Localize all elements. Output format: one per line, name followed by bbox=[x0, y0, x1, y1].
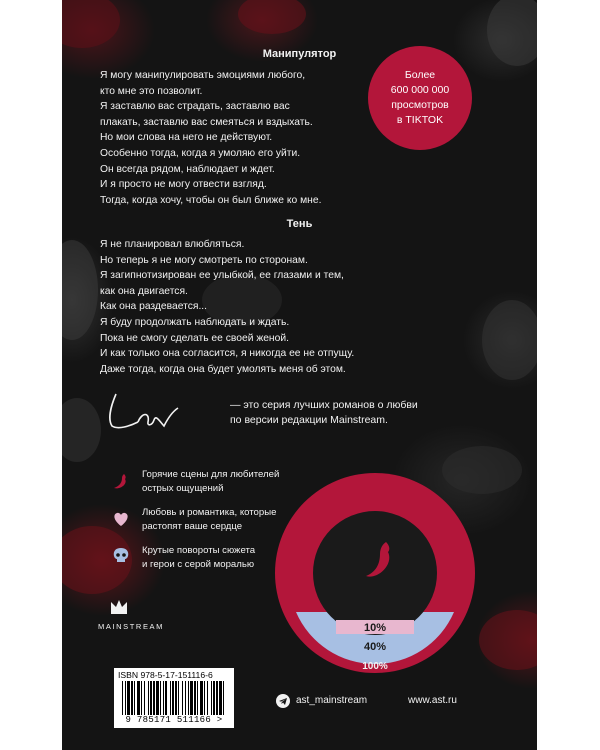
chili-pepper-icon bbox=[110, 470, 132, 492]
publisher-name: MAINSTREAM bbox=[98, 622, 165, 631]
barcode-digits: 9 785171 511166 > bbox=[125, 715, 223, 725]
gauge-label-100: 100% bbox=[362, 661, 388, 672]
section-text-shadow: Я не планировал влюбляться. Но теперь я не могу смотреть по сторонам. Я загипнотизирован ее улыбкой, ее глазами и тем, как она двигается. Как она раздевается... Я буду продолжать наблюдать и ждать. Пока не смогу сделать ее своей женой. И как только она согласится, я никогда ее не отпущу. Даже тогда, когда она будет умолять меня об этом. bbox=[100, 239, 355, 375]
mainstream-crown-icon bbox=[108, 596, 130, 618]
book-back-cover bbox=[62, 0, 537, 750]
feature-plot-twists: Крутые повороты сюжета и герои с серой моралью bbox=[142, 545, 256, 570]
badge-text: Более 600 000 000 просмотров в TIKTOK bbox=[390, 69, 450, 126]
telegram-icon bbox=[276, 694, 290, 708]
lav-series-logo bbox=[102, 388, 182, 432]
section-text-manipulator: Я могу манипулировать эмоциями любого, кто мне это позволит. Я заставлю вас страдать, заставлю вас плакать, заставлю вас смеяться и вздыхать. Но мои слова на него не действуют. Особенно тогда, когда я умоляю его уйти. Он всегда рядом, наблюдает и ждет. И я просто не могу отвести взгляд. Тогда, когда хочу, чтобы он был ближе ко мне. bbox=[100, 70, 322, 206]
isbn-barcode-block bbox=[114, 668, 234, 728]
section-title-shadow: Тень bbox=[286, 218, 313, 230]
series-description: — это серия лучших романов о любви по версии редакции Mainstream. bbox=[230, 399, 418, 426]
skull-icon bbox=[110, 545, 132, 567]
tiktok-views-badge bbox=[368, 46, 472, 150]
section-title-manipulator: Манипулятор bbox=[262, 48, 337, 60]
publisher-website: www.ast.ru bbox=[408, 695, 457, 706]
barcode-image bbox=[120, 681, 228, 715]
telegram-handle: ast_mainstream bbox=[296, 695, 368, 706]
gauge-label-10: 10% bbox=[363, 622, 387, 634]
spiciness-gauge bbox=[274, 472, 476, 674]
feature-romance: Любовь и романтика, которые растопят ваше сердце bbox=[142, 507, 277, 532]
isbn-number: ISBN 978-5-17-151116-6 bbox=[118, 670, 213, 680]
heart-icon bbox=[110, 508, 132, 530]
feature-hot-scenes: Горячие сцены для любителей острых ощущений bbox=[142, 469, 280, 494]
gauge-label-40: 40% bbox=[363, 641, 387, 653]
